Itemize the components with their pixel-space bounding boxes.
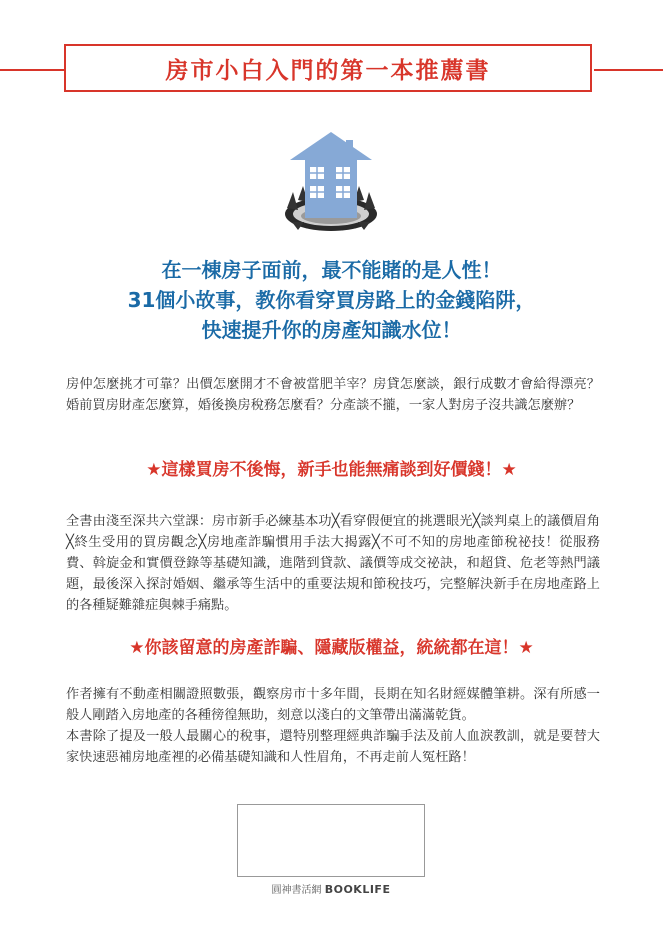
page-title: 房市小白入門的第一本推薦書 — [165, 57, 491, 84]
section2-title: 你該留意的房產詐騙、隱藏版權益，統統都在這！ — [144, 638, 519, 658]
house-trap-icon — [272, 126, 390, 244]
publisher-name: 圓神書活網 — [271, 885, 322, 896]
headline — [40, 255, 623, 345]
barcode-placeholder-box — [237, 804, 425, 877]
header-line-right — [594, 69, 663, 71]
star-icon: ★ — [518, 638, 534, 658]
section1-paragraph: 全書由淺至深共六堂課：房市新手必練基本功╳看穿假便宜的挑選眼光╳談判桌上的議價眉角╳終生受用的買房觀念╳房地產詐騙慣用手法大揭露╳不可不知的房地產節稅祕技！從服務費、斡旋金和實價登錄等基礎知識，進階到貸款、議價等成交祕訣，和超貸、危老等熱門議題，最後深入探討婚姻、繼承等生活中的重要法規和節稅技巧，完整解決新手在房地產路上的各種疑難雜症與棘手痛點。 — [66, 514, 600, 613]
header-banner — [64, 44, 592, 92]
publisher-brand: BOOKLIFE — [324, 883, 391, 896]
section2-paragraph-1: 作者擁有不動產相關證照數張，觀察房市十多年間，長期在知名財經媒體筆耕。深有所感一般人剛踏入房地產的各種徬徨無助，刻意以淺白的文筆帶出滿滿乾貨。 — [66, 687, 600, 723]
section2-paragraph-2: 本書除了提及一般人最關心的稅事，還特別整理經典詐騙手法及前人血淚教訓，就是要替大家快速惡補房地產裡的必備基礎知識和人性眉角，不再走前人冤枉路！ — [66, 729, 600, 765]
star-icon: ★ — [146, 460, 162, 480]
headline-line-1: 在一棟房子面前，最不能賭的是人性！ — [161, 258, 502, 282]
section1-heading — [40, 458, 623, 482]
star-icon: ★ — [501, 460, 517, 480]
header-line-left — [0, 69, 64, 71]
section1-title: 這樣買房不後悔，新手也能無痛談到好價錢！ — [161, 460, 502, 480]
star-icon: ★ — [129, 638, 145, 658]
publisher-footer — [237, 881, 425, 896]
section2-heading — [40, 636, 623, 660]
intro-paragraph: 房仲怎麼挑才可靠？出價怎麼開才不會被當肥羊宰？房貸怎麼談，銀行成數才會給得漂亮？婚前買房財產怎麼算，婚後換房稅務怎麼看？分產談不攏，一家人對房子沒共識怎麼辦？ — [66, 377, 600, 413]
headline-line-2: 31個小故事，教你看穿買房路上的金錢陷阱， — [127, 288, 536, 312]
headline-line-3: 快速提升你的房產知識水位！ — [201, 318, 462, 342]
